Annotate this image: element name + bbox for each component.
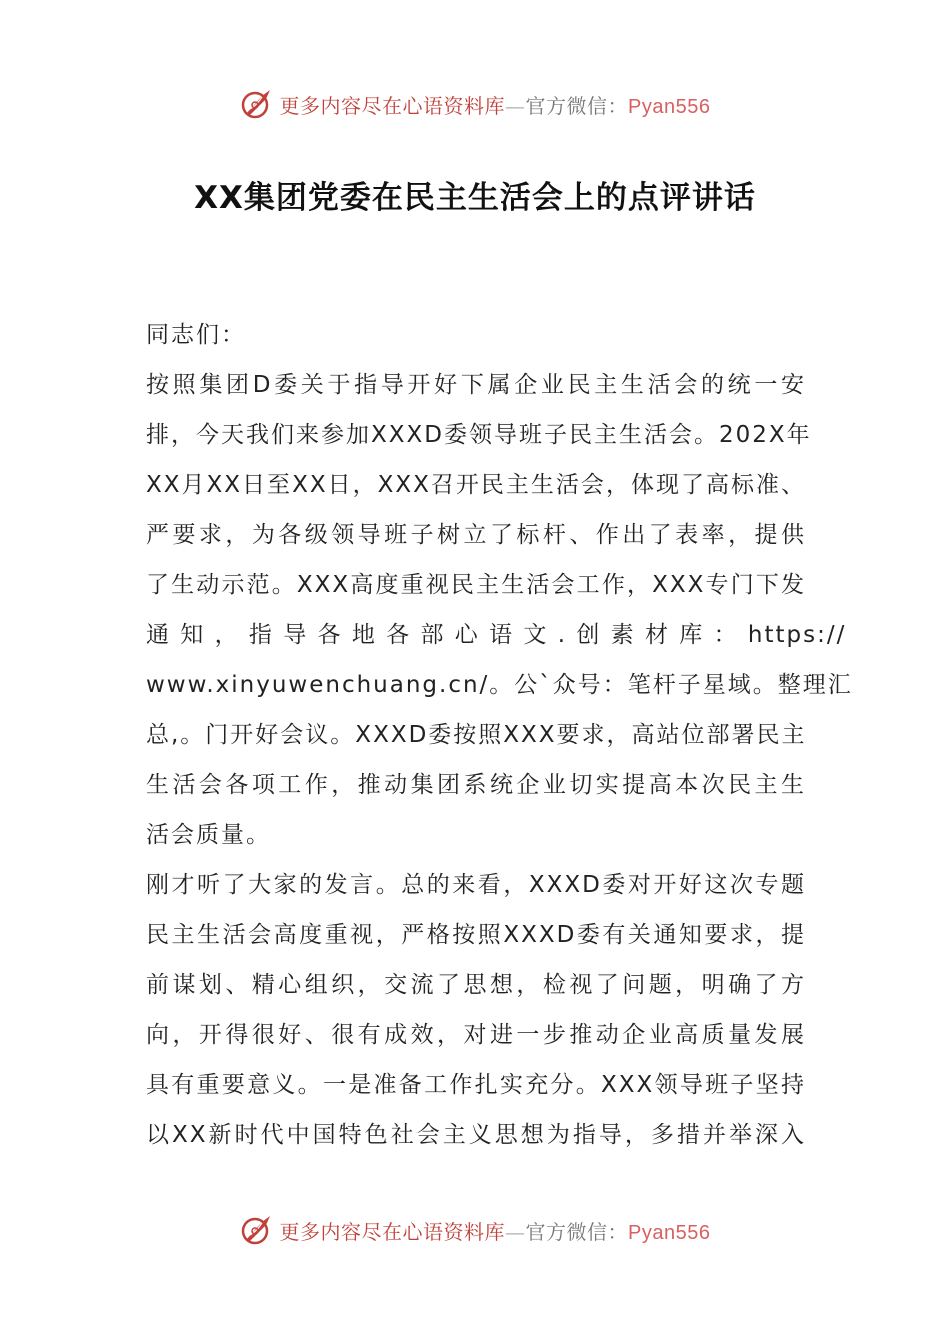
body-line: 具有重要意义。一是准备工作扎实充分。XXX领导班子坚持 bbox=[146, 1072, 806, 1098]
body-line: XX月XX日至XX日，XXX召开民主生活会，体现了高标准、 bbox=[146, 472, 806, 498]
body-line: 前谋划、精心组织，交流了思想，检视了问题，明确了方 bbox=[146, 972, 806, 998]
watermark-wechat-id: Pyan556 bbox=[628, 95, 711, 118]
body-line: 了生动示范。XXX高度重视民主生活会工作，XXX专门下发 bbox=[146, 572, 806, 598]
watermark-dash: — bbox=[505, 1219, 526, 1244]
quill-logo-icon bbox=[240, 1213, 274, 1247]
watermark-label: 官方微信： bbox=[525, 93, 629, 118]
body-line: 向，开得很好、很有成效，对进一步推动企业高质量发展 bbox=[146, 1022, 806, 1048]
watermark-prefix: 更多内容尽在心语资料库 bbox=[279, 1219, 506, 1244]
document-body bbox=[146, 310, 853, 1160]
body-line: 严要求，为各级领导班子树立了标杆、作出了表率，提供 bbox=[146, 522, 806, 548]
body-line: 刚才听了大家的发言。总的来看，XXXD委对开好这次专题 bbox=[146, 872, 806, 898]
watermark-dash: — bbox=[505, 93, 526, 118]
top-watermark-banner bbox=[0, 84, 950, 124]
body-line: 活会质量。 bbox=[146, 822, 271, 848]
body-line: 生活会各项工作，推动集团系统企业切实提高本次民主生 bbox=[146, 772, 806, 798]
body-line: 总,。门开好会议。XXXD委按照XXX要求，高站位部署民主 bbox=[146, 722, 807, 748]
watermark-label: 官方微信： bbox=[525, 1219, 629, 1244]
body-line: 按照集团D委关于指导开好下属企业民主生活会的统一安 bbox=[146, 372, 806, 398]
quill-logo-icon bbox=[240, 87, 274, 121]
body-line: 民主生活会高度重视，严格按照XXXD委有关通知要求，提 bbox=[146, 922, 806, 948]
watermark-wechat-id: Pyan556 bbox=[628, 1221, 711, 1244]
body-line: 同志们： bbox=[146, 322, 246, 348]
body-line: 通 知 ， 指 导 各 地 各 部 心 语 文 . 创 素 材 库 ： https:// bbox=[146, 622, 847, 648]
document-title: XX集团党委在民主生活会上的点评讲话 bbox=[194, 180, 756, 216]
watermark-prefix: 更多内容尽在心语资料库 bbox=[279, 93, 506, 118]
body-line: 排，今天我们来参加XXXD委领导班子民主生活会。202X年 bbox=[146, 422, 812, 448]
body-line: www.xinyuwenchuang.cn/。公`众号：笔杆子星域。整理汇 bbox=[146, 672, 853, 698]
body-line: 以XX新时代中国特色社会主义思想为指导，多措并举深入 bbox=[146, 1122, 806, 1148]
watermark-text bbox=[280, 1216, 711, 1245]
bottom-watermark-banner bbox=[0, 1210, 950, 1250]
watermark-text bbox=[280, 90, 711, 119]
